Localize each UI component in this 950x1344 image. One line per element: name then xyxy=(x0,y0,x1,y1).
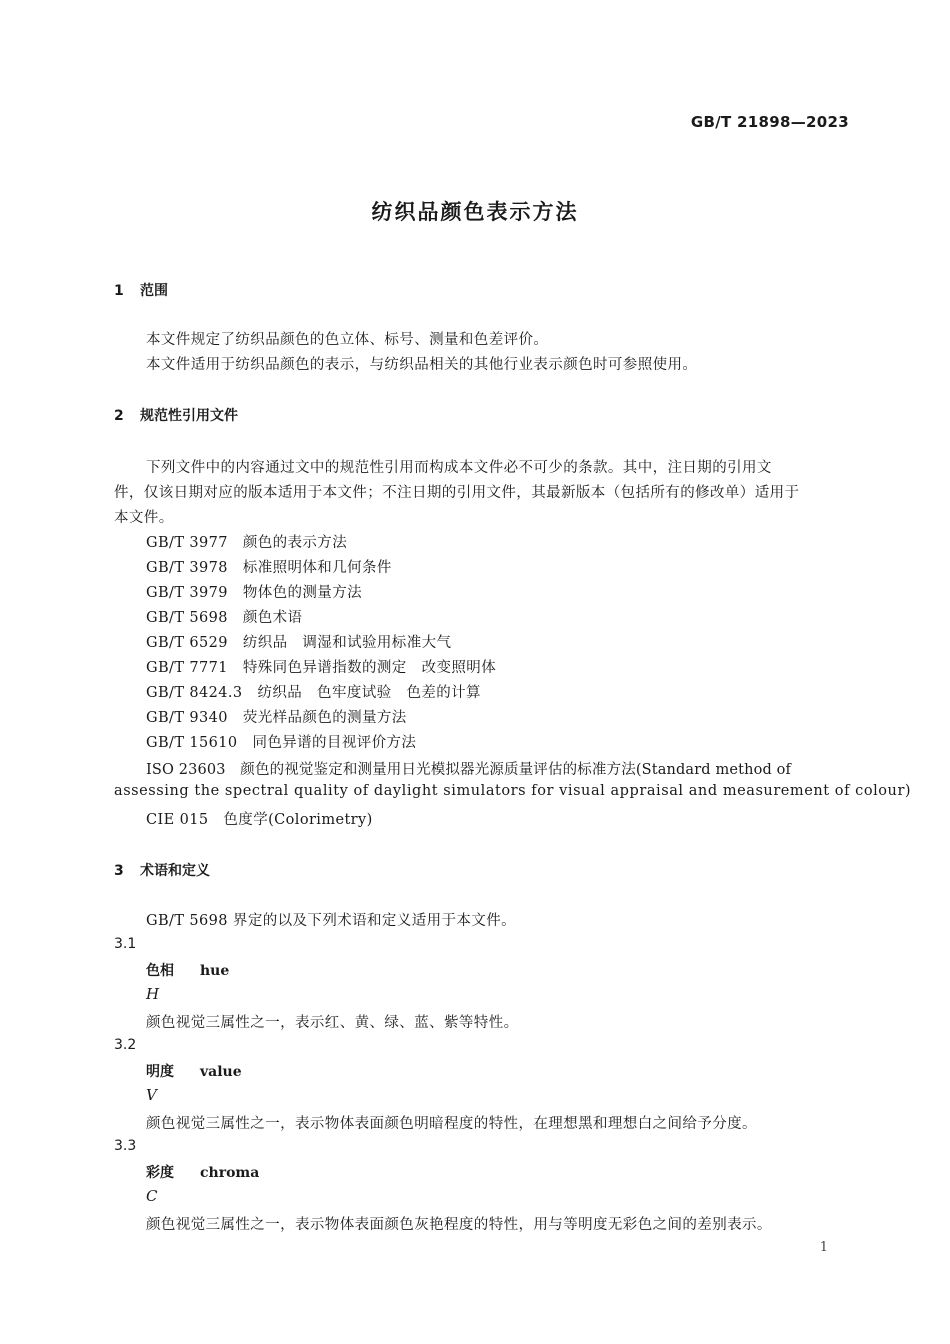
term-symbol: H xyxy=(146,985,160,1003)
section-title: 规范性引用文件 xyxy=(140,408,238,424)
page-number: 1 xyxy=(819,1240,828,1255)
term-symbol: C xyxy=(146,1187,158,1205)
reference-code: ISO 23603 xyxy=(146,762,226,778)
paragraph-line: 件，仅该日期对应的版本适用于本文件；不注日期的引用文件，其最新版本（包括所有的修改单）适用于 xyxy=(114,485,800,501)
reference-title: 颜色术语 xyxy=(242,610,303,626)
term-en: hue xyxy=(200,963,230,979)
section-1-heading xyxy=(114,280,168,300)
term-en: value xyxy=(200,1064,242,1080)
reference-title: 特殊同色异谱指数的测定 改变照明体 xyxy=(242,660,497,676)
term-definition: 颜色视觉三属性之一，表示物体表面颜色灰艳程度的特性，用与等明度无彩色之间的差别表示。 xyxy=(146,1217,772,1233)
reference-continuation: assessing the spectral quality of daylight simulators for visual appraisal and measurement of colour) xyxy=(114,783,912,799)
paragraph: 本文件适用于纺织品颜色的表示，与纺织品相关的其他行业表示颜色时可参照使用。 xyxy=(146,357,698,373)
section-number: 1 xyxy=(114,283,124,299)
term-zh: 色相 xyxy=(146,963,174,979)
reference-code: GB/T 3979 xyxy=(146,585,228,601)
paragraph-line: 本文件。 xyxy=(114,510,174,526)
term-zh: 彩度 xyxy=(146,1165,174,1181)
reference-item xyxy=(146,631,451,652)
reference-item xyxy=(146,656,496,677)
paragraph-line: 下列文件中的内容通过文中的规范性引用而构成本文件必不可少的条款。其中，注日期的引用文 xyxy=(146,460,772,476)
reference-item xyxy=(146,706,407,727)
reference-code: GB/T 3978 xyxy=(146,560,228,576)
term-entry xyxy=(146,1162,259,1182)
reference-title: 荧光样品颜色的测量方法 xyxy=(242,710,407,726)
reference-title: 纺织品 调湿和试验用标准大气 xyxy=(242,635,452,651)
paragraph: GB/T 5698 界定的以及下列术语和定义适用于本文件。 xyxy=(146,913,517,929)
reference-title: 颜色的表示方法 xyxy=(242,535,348,551)
section-number: 3 xyxy=(114,863,124,879)
term-entry xyxy=(146,1061,242,1081)
term-number: 3.2 xyxy=(114,1037,137,1053)
reference-item xyxy=(146,556,392,577)
reference-title: 标准照明体和几何条件 xyxy=(242,560,392,576)
reference-code: GB/T 15610 xyxy=(146,735,238,751)
document-title: 纺织品颜色表示方法 xyxy=(371,200,579,224)
section-3-heading xyxy=(114,860,210,880)
reference-title: 纺织品 色牢度试验 色差的计算 xyxy=(257,685,481,701)
reference-item xyxy=(146,581,362,602)
term-number: 3.1 xyxy=(114,936,137,952)
term-symbol: V xyxy=(146,1086,157,1104)
term-en: chroma xyxy=(200,1165,260,1181)
reference-code: GB/T 5698 xyxy=(146,610,228,626)
reference-title: 色度学(Colorimetry) xyxy=(223,812,373,828)
section-number: 2 xyxy=(114,408,124,424)
reference-code: GB/T 8424.3 xyxy=(146,685,243,701)
term-zh: 明度 xyxy=(146,1064,174,1080)
standard-number: GB/T 21898—2023 xyxy=(690,113,849,131)
term-definition: 颜色视觉三属性之一，表示物体表面颜色明暗程度的特性，在理想黑和理想白之间给予分度。 xyxy=(146,1116,757,1132)
paragraph: 本文件规定了纺织品颜色的色立体、标号、测量和色差评价。 xyxy=(146,332,549,348)
reference-code: CIE 015 xyxy=(146,812,209,828)
reference-item xyxy=(146,758,791,779)
reference-item xyxy=(146,606,302,627)
reference-title: 同色异谱的目视评价方法 xyxy=(252,735,417,751)
reference-title: 物体色的测量方法 xyxy=(242,585,363,601)
term-definition: 颜色视觉三属性之一，表示红、黄、绿、蓝、紫等特性。 xyxy=(146,1015,519,1031)
term-entry xyxy=(146,960,229,980)
reference-code: GB/T 3977 xyxy=(146,535,228,551)
reference-code: GB/T 6529 xyxy=(146,635,228,651)
reference-item xyxy=(146,531,347,552)
reference-item xyxy=(146,808,373,829)
section-title: 范围 xyxy=(140,283,168,299)
section-title: 术语和定义 xyxy=(140,863,210,879)
term-number: 3.3 xyxy=(114,1138,137,1154)
reference-item xyxy=(146,681,481,702)
reference-title: 颜色的视觉鉴定和测量用日光模拟器光源质量评估的标准方法(Standard method of xyxy=(240,762,792,778)
reference-code: GB/T 9340 xyxy=(146,710,228,726)
reference-item xyxy=(146,731,416,752)
reference-code: GB/T 7771 xyxy=(146,660,228,676)
section-2-heading xyxy=(114,405,238,425)
